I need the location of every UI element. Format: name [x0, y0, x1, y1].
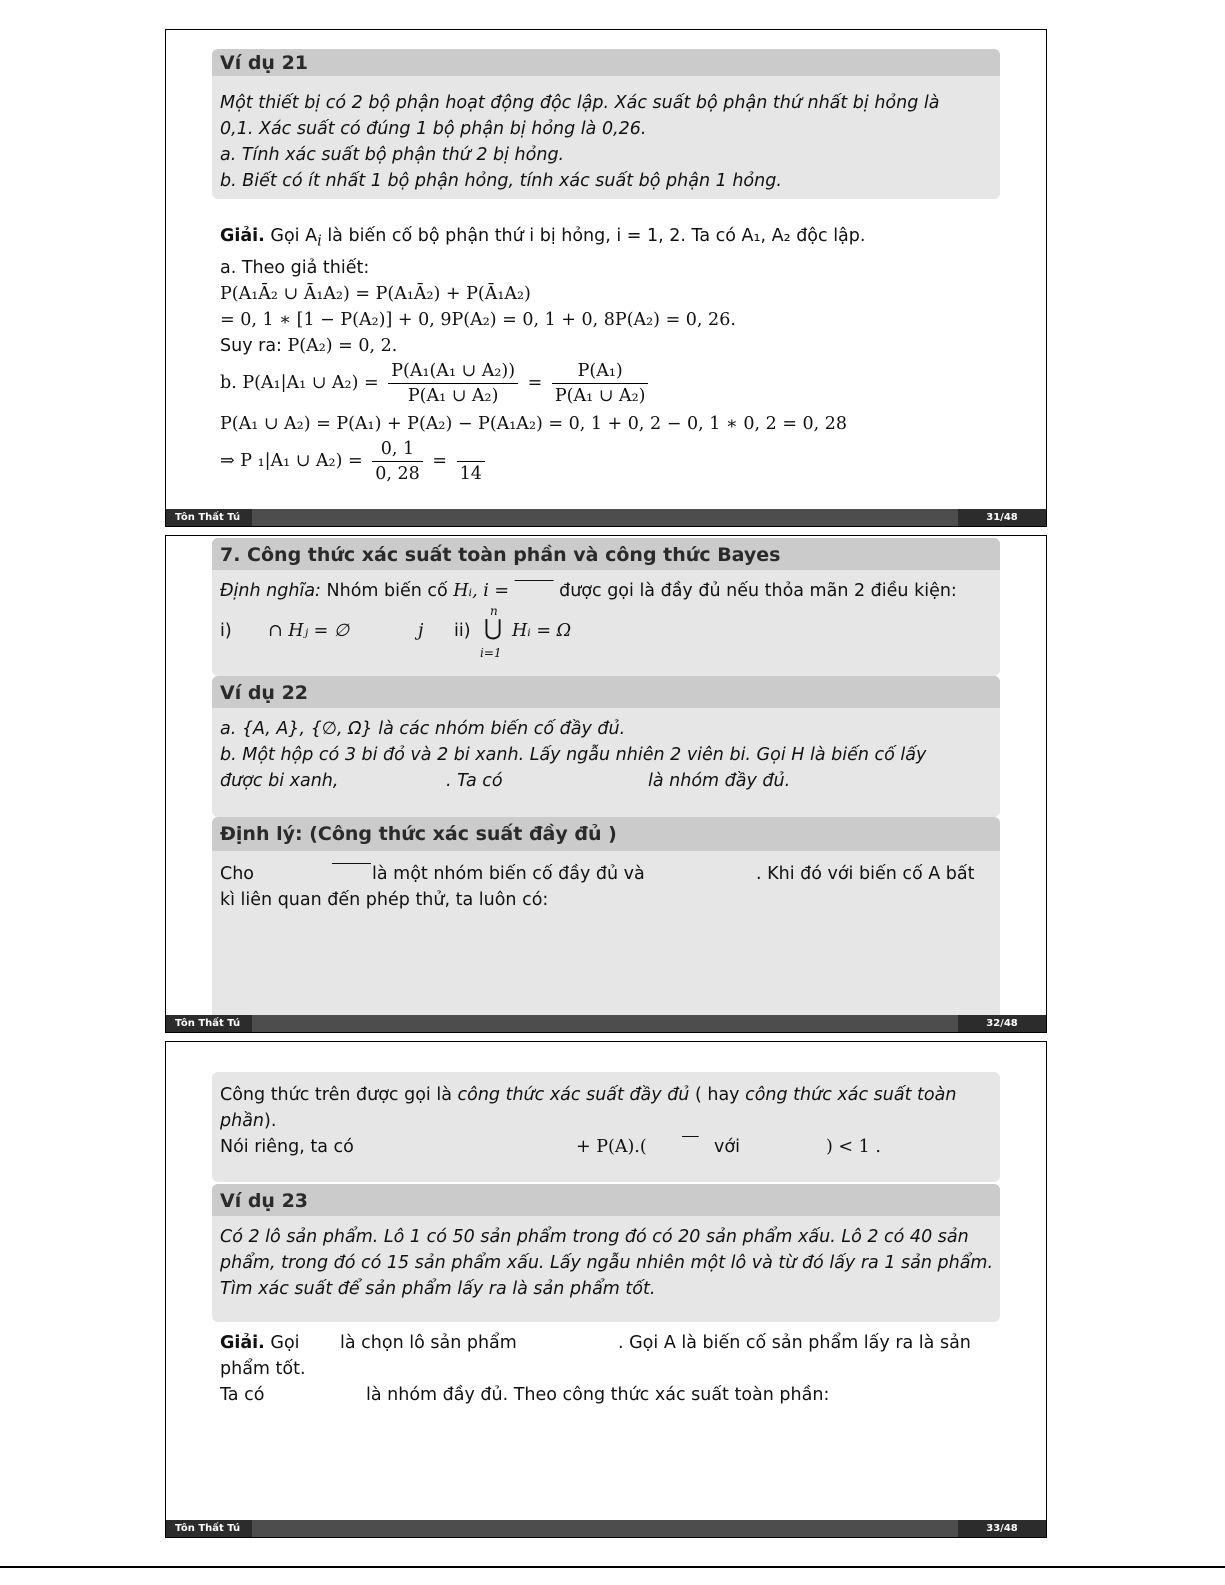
note-body: [212, 1072, 1000, 1182]
theorem-title: Định lý: (Công thức xác suất đầy đủ ): [212, 817, 1000, 851]
slide-footer: [166, 509, 1046, 526]
condition-ii-label: ii): [454, 621, 471, 641]
section-7-body: [212, 570, 1000, 676]
footer-page-number: 32/48: [958, 1015, 1046, 1032]
solution-label: Giải.: [220, 1333, 265, 1353]
slide-footer: [166, 1015, 1046, 1032]
example-21-line-1: Một thiết bị có 2 bộ phận hoạt động độc lập. Xác suất bộ phận thứ nhất bị hỏng là: [220, 93, 940, 113]
example-21-line-4: b. Biết có ít nhất 1 bộ phận hỏng, tính xác suất bộ phận 1 hỏng.: [220, 171, 782, 191]
note-block: [212, 1072, 1000, 1182]
definition-label: Định nghĩa:: [220, 581, 321, 601]
note-overline-gap: [682, 1134, 699, 1160]
solution-23-l3-a: Ta có: [220, 1385, 265, 1405]
example-22-l3-a: được bi xanh,: [220, 771, 339, 791]
frac-4-denominator: 14: [459, 463, 482, 484]
union-upper-limit: n: [490, 604, 498, 618]
footer-author: Tôn Thất Tú: [166, 1015, 252, 1032]
condition-i-math: ∩ Hⱼ = ∅: [268, 621, 350, 641]
definition-line: [220, 578, 992, 604]
solution-21-l1-text: Gọi A: [270, 226, 318, 246]
note-l1-c: ( hay: [689, 1085, 746, 1105]
example-23-line-1: Có 2 lô sản phẩm. Lô 1 có 50 sản phẩm trong đó có 20 sản phẩm xấu. Lô 2 có 40 sản: [220, 1227, 969, 1247]
note-l3-c: với: [714, 1137, 740, 1157]
condition-j: j: [418, 621, 424, 641]
example-22-line-3: [220, 768, 992, 794]
solution-label: Giải.: [220, 226, 265, 246]
solution-21-line-1: [220, 223, 1000, 255]
note-l3-b: + P(A).(: [576, 1137, 647, 1157]
solution-21-l5-text: Suy ra:: [220, 335, 288, 356]
solution-23-l3-b: là nhóm đầy đủ. Theo công thức xác suất toàn phần:: [366, 1385, 830, 1405]
theorem-l1-a: Cho: [220, 864, 255, 884]
frac-1-denominator: P(A₁ ∪ A₂): [407, 385, 499, 406]
condition-ii-math: Hᵢ = Ω: [512, 621, 572, 641]
solution-21-l8-frac-2: [457, 437, 485, 486]
frac-2-denominator: P(A₁ ∪ A₂): [554, 385, 646, 406]
theorem-line-1: [220, 861, 992, 887]
section-7-title: 7. Công thức xác suất toàn phần và công thức Bayes: [212, 538, 1000, 570]
footer-author: Tôn Thất Tú: [166, 1520, 252, 1537]
union-lower-limit: i=1: [480, 646, 502, 660]
solution-21-line-7: P(A₁ ∪ A₂) = P(A₁) + P(A₂) − P(A₁A₂) = 0, 1 + 0, 2 − 0, 1 ∗ 0, 2 = 0, 28: [220, 413, 848, 434]
note-l1-b: công thức xác suất đầy đủ: [457, 1085, 690, 1105]
solution-23-l1-b: là chọn lô sản phẩm: [340, 1333, 517, 1353]
solution-21: [220, 223, 1000, 489]
example-22-l3-b: . Ta có: [446, 771, 503, 791]
note-l2-a: phần: [220, 1111, 265, 1131]
solution-21-l6-pre: b. P(A₁|A₁ ∪ A₂) =: [220, 372, 379, 393]
frac-3-numerator: 0, 1: [372, 437, 423, 462]
solution-23-line-1: [220, 1330, 1000, 1356]
example-23-block: [212, 1184, 1000, 1322]
example-21-line-3: a. Tính xác suất bộ phận thứ 2 bị hỏng.: [220, 145, 565, 165]
frac-3-denominator: 0, 28: [375, 463, 420, 484]
solution-23-line-2: phẩm tốt.: [220, 1359, 306, 1379]
example-22-body: [212, 708, 1000, 817]
definition-overline-gap: [515, 581, 554, 601]
solution-21-line-2: a. Theo giả thiết:: [220, 257, 370, 278]
theorem-overline-gap: [332, 861, 371, 887]
definition-math: Hᵢ, i =: [453, 581, 515, 601]
solution-21-line-8: [220, 437, 1000, 489]
footer-page-number: 31/48: [958, 509, 1046, 526]
theorem-body: [212, 851, 1000, 1019]
frac-2-numerator: P(A₁): [552, 359, 649, 384]
example-23-body: [212, 1216, 1000, 1322]
example-22-block: [212, 676, 1000, 817]
example-21-line-2: 0,1. Xác suất có đúng 1 bộ phận bị hỏng là 0,26.: [220, 119, 647, 139]
note-l3-a: Nói riêng, ta có: [220, 1137, 354, 1157]
example-23-line-3: Tìm xác suất để sản phẩm lấy ra là sản phẩm tốt.: [220, 1279, 656, 1299]
note-line-1: [220, 1082, 992, 1108]
solution-21-line-6: [220, 359, 1000, 411]
solution-23-line-3: [220, 1382, 1000, 1408]
solution-21-l1-rest: là biến cố bộ phận thứ i bị hỏng, i = 1, 2. Ta có A₁, A₂ độc lập.: [321, 226, 866, 246]
theorem-l1-c: . Khi đó với biến cố A bất: [756, 864, 975, 884]
example-21-title: Ví dụ 21: [212, 49, 1000, 76]
footer-page-number: 33/48: [958, 1520, 1046, 1537]
solution-21-l6-eq: =: [527, 372, 543, 393]
theorem-line-2: kì liên quan đến phép thử, ta luôn có:: [220, 890, 549, 910]
slide-31: [165, 29, 1047, 527]
section-7-block: [212, 538, 1000, 676]
solution-21-line-5: [220, 333, 1000, 359]
slide-32: [165, 535, 1047, 1033]
solution-23: [220, 1330, 1000, 1408]
note-l1-d: công thức xác suất toàn: [745, 1085, 957, 1105]
example-22-line-2: b. Một hộp có 3 bi đỏ và 2 bi xanh. Lấy ngẫu nhiên 2 viên bi. Gọi H là biến cố lấy: [220, 745, 927, 765]
note-l1-a: Công thức trên được gọi là: [220, 1085, 458, 1105]
theorem-block: [212, 817, 1000, 1019]
solution-23-l1-a: Gọi: [270, 1333, 300, 1353]
note-line-3: [220, 1134, 992, 1160]
example-22-l3-c: là nhóm đầy đủ.: [648, 771, 791, 791]
example-21-body: [212, 76, 1000, 199]
solution-21-l1-sub: i: [317, 232, 322, 250]
definition-text-a: Nhóm biến cố: [320, 581, 454, 601]
note-l2-b: ).: [264, 1111, 277, 1131]
note-l3-d: ) < 1 .: [826, 1137, 881, 1157]
theorem-l1-b: là một nhóm biến cố đầy đủ và: [372, 864, 645, 884]
solution-21-l6-frac-1: [388, 359, 518, 408]
footer-author: Tôn Thất Tú: [166, 509, 252, 526]
solution-21-l5-math: P(A₂) = 0, 2.: [287, 335, 398, 356]
definition-text-b: được gọi là đầy đủ nếu thỏa mãn 2 điều kiện:: [553, 581, 957, 601]
slide-33: [165, 1041, 1047, 1538]
solution-23-l1-c: . Gọi A là biến cố sản phẩm lấy ra là sản: [618, 1333, 971, 1353]
solution-21-line-3: P(A₁Ā₂ ∪ Ā₁A₂) = P(A₁Ā₂) + P(Ā₁A₂): [220, 283, 531, 304]
solution-21-l8-pre: ⇒ P ₁|A₁ ∪ A₂) =: [220, 450, 363, 471]
bottom-rule: [0, 1566, 1225, 1568]
condition-i-label: i): [220, 621, 232, 641]
example-22-line-1: a. {A, A}, {∅, Ω} là các nhóm biến cố đầy đủ.: [220, 719, 626, 739]
example-21-block: [212, 49, 1000, 199]
frac-4-numerator: [457, 437, 485, 462]
solution-21-l6-frac-2: [552, 359, 649, 408]
solution-21-l8-frac-1: [372, 437, 423, 486]
example-23-title: Ví dụ 23: [212, 1184, 1000, 1216]
frac-1-numerator: P(A₁(A₁ ∪ A₂)): [388, 359, 518, 384]
union-symbol: ⋃: [484, 616, 503, 641]
solution-21-line-4: = 0, 1 ∗ [1 − P(A₂)] + 0, 9P(A₂) = 0, 1 + 0, 8P(A₂) = 0, 26.: [220, 309, 736, 330]
example-22-title: Ví dụ 22: [212, 676, 1000, 708]
slide-footer: [166, 1520, 1046, 1537]
solution-21-l8-eq: =: [432, 450, 447, 471]
note-line-2: [220, 1108, 992, 1134]
conditions-line: [220, 604, 992, 664]
example-23-line-2: phẩm, trong đó có 15 sản phẩm xấu. Lấy ngẫu nhiên một lô và từ đó lấy ra 1 sản phẩm.: [220, 1253, 994, 1273]
